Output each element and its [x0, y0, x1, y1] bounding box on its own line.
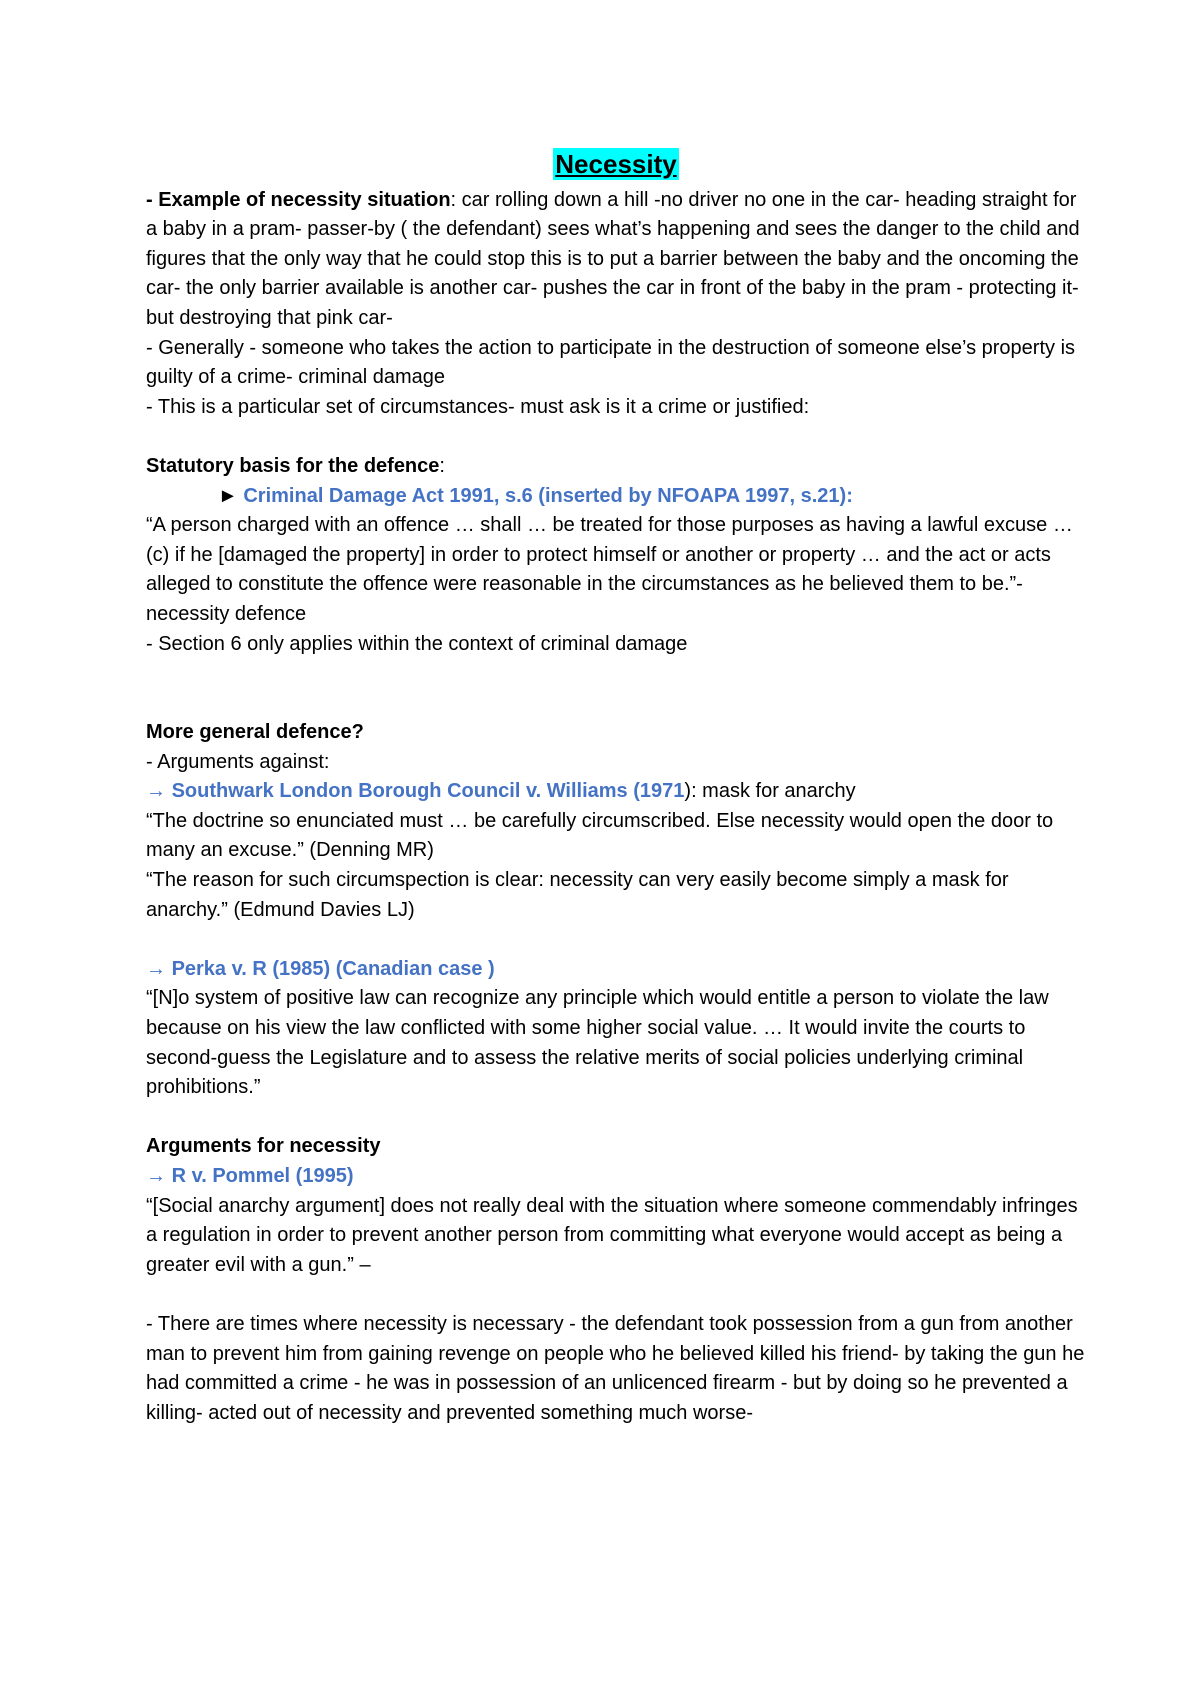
example-paragraph [146, 186, 1086, 334]
spacer [146, 422, 1086, 452]
spacer [146, 659, 1086, 718]
example-label: - Example of necessity situation [146, 188, 451, 211]
page-title: Necessity [555, 149, 677, 179]
statutory-heading: Statutory basis for the defence [146, 454, 440, 477]
statutory-heading-colon: : [439, 454, 445, 477]
triangle-bullet-icon: ► [218, 484, 238, 507]
section-6-note: - Section 6 only applies within the context of criminal damage [146, 632, 688, 655]
document-page [146, 148, 1086, 1428]
statute-reference-line [146, 482, 1086, 512]
arguments-against-label: - Arguments against: [146, 750, 330, 773]
arrow-right-icon: → [146, 957, 166, 980]
statutory-heading-line [146, 452, 1086, 482]
title-wrapper [146, 148, 1086, 183]
denning-quote: “The doctrine so enunciated must … be carefully circumscribed. Else necessity would open the door to many an excuse.” (Denning MR) [146, 809, 1054, 862]
example-colon: : [450, 188, 457, 211]
arrow-right-icon: → [146, 780, 166, 803]
case-southwark-line [146, 777, 1086, 807]
case-southwark-paren: ) [684, 780, 692, 803]
general-defence-heading: More general defence? [146, 721, 364, 744]
spacer [146, 1103, 1086, 1133]
case-perka-line [146, 955, 1086, 985]
case-southwark-tail: : mask for anarchy [691, 780, 856, 803]
davies-quote: “The reason for such circumspection is clear: necessity can very easily become simply a mask for anarchy.” (Edmund Davies LJ) [146, 869, 1009, 921]
spacer [146, 925, 1086, 955]
case-pommel-name: R v. Pommel (1995) [171, 1165, 354, 1187]
perka-quote: “[N]o system of positive law can recognize any principle which would entitle a person to violate the law because on his view the law conflicted with some higher social value. … It would invite the courts to second-guess the Legislature and to assess the relative merits of social policies underlying criminal prohibitions.” [146, 987, 1049, 1099]
arguments-for-heading: Arguments for necessity [146, 1135, 381, 1158]
statute-quote: “A person charged with an offence … shall … be treated for those purposes as having a lawful excuse … (c) if he [damaged the property] in order to protect himself or another or property … and the act or acts alleged to constitute the offence were reasonable in the circumstances as he believed them to be.”- necessity defence [146, 514, 1073, 625]
arrow-right-icon: → [146, 1165, 166, 1187]
case-pommel-line [146, 1162, 1086, 1192]
case-perka-name: Perka v. R (1985) (Canadian case ) [171, 957, 495, 980]
spacer [146, 1280, 1086, 1310]
particular-paragraph: - This is a particular set of circumstances- must ask is it a crime or justified: [146, 395, 810, 418]
case-southwark-name: Southwark London Borough Council v. Williams (1971 [171, 780, 685, 803]
pommel-explanation: - There are times where necessity is necessary - the defendant took possession from a gun from another man to prevent him from gaining revenge on people who he believed killed his friend- by taking the gun he had committed a crime - he was in possession of an unlicenced firearm - but by doing so he prevented a killing- acted out of necessity and prevented something much worse- [146, 1312, 1085, 1424]
generally-paragraph: - Generally - someone who takes the action to participate in the destruction of someone else’s property is guilty of a crime- criminal damage [146, 336, 1076, 389]
pommel-quote: “[Social anarchy argument] does not really deal with the situation where someone commendably infringes a regulation in order to prevent another person from committing what everyone would accept as being a greater evil with a gun.” – [146, 1194, 1078, 1276]
example-text: car rolling down a hill -no driver no one in the car- heading straight for a baby in a pram- passer-by ( the defendant) sees what’s happening and sees the danger to the child and figures that the only way that he could stop this is to put a barrier between the baby and the oncoming the car- the only barrier available is another car- pushes the car in front of the baby in the pram - protecting it- but destroying that pink car- [146, 188, 1080, 329]
statute-reference: Criminal Damage Act 1991, s.6 (inserted by NFOAPA 1997, s.21): [243, 484, 853, 507]
